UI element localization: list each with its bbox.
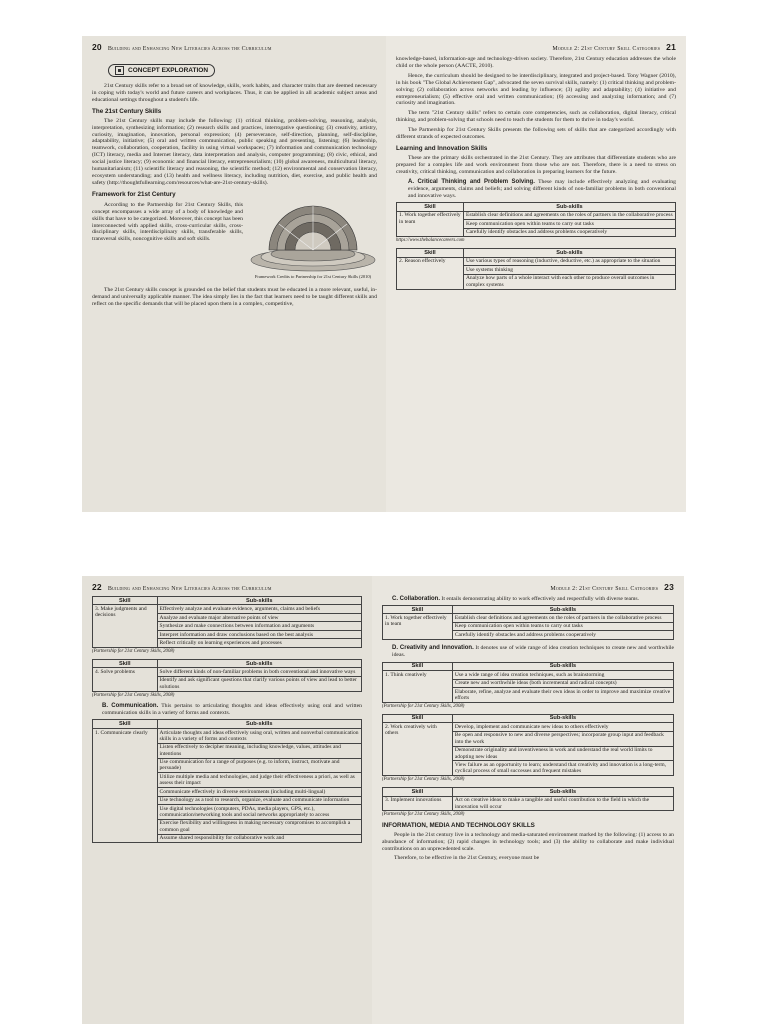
item-a [396,179,676,200]
header-subskills: Sub-skills [452,662,673,670]
header-skill: Skill [93,659,158,667]
skill-cell: 3. Make judgments and decisions [93,605,158,647]
skills-table [382,787,674,811]
header-subskills: Sub-skills [157,659,361,667]
table-source: (Partnership for 21st Century Skills, 2008) [92,648,175,654]
framework-figure [249,202,377,279]
skill-cell: 2. Work creatively with others [383,723,453,776]
skill-cell: 1. Think creatively [383,671,453,703]
subskill-cell: Be open and responsive to new and diverse perspectives; incorporate group input and feedback into the work [452,731,673,746]
skills-table [382,605,674,640]
subskill-cell: Use a wide range of idea creation techniques, such as brainstorming [452,671,673,679]
page-header [92,582,362,592]
framework-block [92,202,377,279]
item-c [382,596,674,603]
header-subskills: Sub-skills [452,788,673,796]
header-subskills: Sub-skills [463,249,675,257]
closing-paragraph: The 21st Century skills concept is grounded on the belief that students must be educated in a more relevant, useful, in-demand and universally applicable manner. The idea simply lies in the fact that learners need to be taught different skills and reflect on the specific demands that will be placed upon them in a complex, competitive, [92,286,377,307]
header-skill: Skill [383,662,453,670]
page-number: 20 [92,42,102,52]
item-label: A. Critical Thinking and Problem Solving. [408,178,535,185]
paragraph: People in the 21st century live in a technology and media-saturated environment marked by the following: (1) access to an abundance of information; (2) rapid changes in technology tools; and (3) the ability to collaborate and make individual contributions on an unprecedented scale. [382,832,674,853]
paragraph: knowledge-based, information-age and technology-driven society. Therefore, 21st Century education addresses the whole child or the whole person (AACTE, 2010). [396,56,676,69]
subskill-cell: Carefully identify obstacles and address problems cooperatively [452,631,673,639]
table-source: https://www.thebalancecareers.com [396,238,465,244]
subskill-cell: Develop, implement and communicate new ideas to others effectively [452,723,673,731]
page-header [396,42,676,52]
paragraph: Hence, the curriculum should be designed to be interdisciplinary, integrated and project-based. Tony Wagner (2010), in his book "The Global Achievement Gap", advocated the seven survival skills, namely: (1) critical thinking and problem-solving; (2) collaboration across networks and leading by influence; (3) agility and adaptability; (4) initiative and entrepreneurialism; (5) effective oral and written communication; (6) accessing and analyzing information; and (7) curiosity and imagination. [396,72,676,107]
header-skill: Skill [397,203,464,211]
header-skill: Skill [383,714,453,722]
subskill-cell: Analyze how parts of a whole interact with each other to produce overall outcomes in complex systems [463,274,675,289]
section-heading: The 21st Century Skills [92,107,162,115]
item-d [382,645,674,659]
subskill-cell: Solve different kinds of non-familiar problems in both conventional and innovative ways [157,668,361,676]
puzzle-icon [115,66,124,75]
subskill-cell: Use communication for a range of purposes (e.g. to inform, instruct, motivate and persuade) [157,758,361,773]
skill-cell: 4. Solve problems [93,668,158,691]
subskill-cell: Utilize multiple media and technologies, and judge their effectiveness a priori, as well as assess their impact [157,773,361,788]
running-title: Building and Enhancing New Literacies Across the Curriculum [107,586,272,592]
skills-table [92,596,362,648]
section-heading: Learning and Innovation Skills [396,144,488,152]
subskill-cell: Keep communication open within teams to carry out tasks [463,220,675,228]
header-subskills: Sub-skills [157,597,361,605]
page-number: 22 [92,582,102,592]
header-subskills: Sub-skills [463,203,675,211]
section-heading: Framework for 21st Century [92,190,176,198]
skills-table [382,662,674,703]
concept-label: CONCEPT EXPLORATION [128,67,209,74]
skill-cell: 3. Implement innovations [383,796,453,811]
item-label: D. Creativity and Innovation. [392,644,474,651]
skills-table [382,714,674,776]
rainbow-diagram [249,202,377,272]
header-subskills: Sub-skills [452,605,673,613]
header-skill: Skill [93,597,158,605]
subskill-cell: Keep communication open within teams to carry out tasks [452,622,673,630]
page-number: 21 [666,42,676,52]
subskill-cell: Reflect critically on learning experiences and processes [157,639,361,647]
subskill-cell: Elaborate, refine, analyze and evaluate their own ideas in order to improve and maximize creative efforts [452,688,673,703]
table-source: (Partnership for 21st Century Skills, 2008) [382,777,465,783]
framework-paragraph: According to the Partnership for 21st Century Skills, this concept encompasses a wide array of a body of knowledge and skills that have to be categorized. Moreover, this concept has been interconnected with applied skills, cross-curricular skills, cross-disciplinary skills, interdisciplinary skills, transferable skills, transversal skills, noncognitive skills and soft skills. [92,201,243,243]
skills-table [92,659,362,692]
item-text: This pertains to articulating thoughts and ideas effectively using oral and written communication skills in a variety of forms and contexts. [102,702,362,716]
subskill-cell: Demonstrate originality and inventiveness in work and understand the real world limits to adopting new ideas [452,746,673,761]
paragraph: These are the primary skills orchestrated in the 21st Century. They are attributes that differentiate students who are prepared for a complex life and work environment from those who are not. Therefore, there is a need to stress on creativity, critical thinking, communication and collaboration in preparing learners for the future. [396,154,676,175]
subskill-cell: Interpret information and draw conclusions based on the best analysis [157,630,361,638]
subskill-cell: Exercise flexibility and willingness in making necessary compromises to accomplish a common goal [157,819,361,834]
item-b [92,703,362,717]
item-text: It denotes use of wide range of idea creation techniques to create new and worthwhile ideas. [392,644,675,658]
item-text: It entails demonstrating ability to work effectively and respectfully with diverse teams. [441,596,640,602]
subskill-cell: Act on creative ideas to make a tangible and useful contribution to the field in which the innovation will occur [452,796,673,811]
header-subskills: Sub-skills [452,714,673,722]
running-title: Building and Enhancing New Literacies Across the Curriculum [107,46,272,52]
skills-paragraph: The 21st Century skills may include the following: (1) critical thinking, problem-solving, reasoning, analysis, interpretation, synthesizing information; (2) research skills and practices, interrogative questioning; (3) creativity, artistry, curiosity, imagination, innovation, personal expression; (4) perseverance, self-direction, planning, self-discipline, adaptability, initiative; (5) oral and written communication, public speaking and presenting, listening; (6) leadership, teamwork, collaboration, cooperation, facility in using virtual workspaces; (7) information and communication technology (ICT) literacy, media and Internet literacy, data interpretation and analysis, computer programming; (8) civic, ethical, and social justice literacy; (9) economic and financial literacy, entrepreneurialism; (10) global awareness, multicultural literacy, humanitarianism; (11) scientific literacy and reasoning, the scientific method; (12) environmental and conservation literacy, ecosystem understanding; and (13) health and wellness literacy, including nutrition, diet, exercise, and public health and safety (http://thoughtfullearning.com/resources/what-are-21st-century-skills). [92,117,377,186]
item-label: B. Communication. [102,702,159,709]
header-skill: Skill [383,788,453,796]
subskill-cell: Articulate thoughts and ideas effectively using oral, written and nonverbal communication skills in a variety of forms and contexts [157,728,361,743]
subskill-cell: Use digital technologies (computers, PDAs, media players, GPS, etc.), communication/networking tools and social networks appropriately to access [157,805,361,820]
subskill-cell: Establish clear definitions and agreements on the roles of partners in the collaborative process [463,211,675,219]
header-skill: Skill [383,605,453,613]
subskill-cell: Identify and ask significant questions that clarify various points of view and lead to better solutions [157,676,361,691]
header-skill: Skill [397,249,464,257]
paragraph: The Partnership for 21st Century Skills presents the following sets of skills that are categorized accordingly with different strands of expected outcomes. [396,127,676,141]
intro-paragraph: 21st Century skills refer to a broad set of knowledge, skills, work habits, and character traits that are deemed necessary in coping with today's world and future careers and workplaces. Thus, it can be applied in all academic subject areas and educational settings throughout a student's life. [92,83,377,103]
subskill-cell: Establish clear definitions and agreements on the roles of partners in the collaborative process [452,614,673,622]
page-header [92,42,377,52]
running-title: Module 2: 21st Century Skill Categories [550,586,659,592]
table-source: (Partnership for 21st Century Skills, 2008) [382,703,465,709]
header-skill: Skill [93,720,158,728]
page-21 [386,36,686,512]
item-label: C. Collaboration. [392,596,440,602]
section-heading: INFORMATION, MEDIA AND TECHNOLOGY SKILLS [382,822,535,830]
subskill-cell: Analyze and evaluate major alternative points of view [157,613,361,621]
page-22 [82,576,372,1024]
paragraph: The term "21st Century skills" refers to certain core competencies, such as collaboration, digital literacy, critical thinking, and problem-solving that schools need to teach the students for them to thrive in today's world. [396,110,676,124]
subskill-cell: Assume shared responsibility for collaborative work and [157,834,361,842]
subskill-cell: Synthesize and make connections between information and arguments [157,622,361,630]
skill-cell: 1. Communicate clearly [93,728,158,842]
running-title: Module 2: 21st Century Skill Categories [552,46,661,52]
page-number: 23 [664,582,674,592]
skill-cell: 1. Work together effectively in team [397,211,464,236]
page-23 [372,576,684,1024]
paragraph: Therefore, to be effective in the 21st Century, everyone must be [394,855,540,862]
header-subskills: Sub-skills [157,720,361,728]
page-20 [82,36,387,512]
subskill-cell: Effectively analyze and evaluate evidence, arguments, claims and beliefs [157,605,361,613]
table-source: (Partnership for 21st Century Skills, 2008) [382,812,465,818]
subskill-cell: Create new and worthwhile ideas (both incremental and radical concepts) [452,679,673,687]
skill-cell: 1. Work together effectively in team [383,614,453,639]
subskill-cell: Listen effectively to decipher meaning, including knowledge, values, attitudes and intentions [157,743,361,758]
subskill-cell: Use various types of reasoning (inductive, deductive, etc.) as appropriate to the situation [463,257,675,265]
concept-exploration-badge [108,64,215,77]
subskill-cell: Communicate effectively in diverse environments (including multi-lingual) [157,788,361,796]
subskill-cell: Carefully identify obstacles and address problems cooperatively [463,228,675,236]
skills-table [92,719,362,843]
subskill-cell: Use systems thinking [463,266,675,274]
skills-table [396,248,676,289]
subskill-cell: View failure as an opportunity to learn; understand that creativity and innovation is a long-term, cyclical process of small successes and frequent mistakes [452,761,673,776]
skills-table [396,202,676,237]
subskill-cell: Use technology as a tool to research, organize, evaluate and communicate information [157,796,361,804]
skill-cell: 2. Reason effectively [397,257,464,289]
table-source: (Partnership for 21st Century Skills, 2008) [92,692,175,698]
figure-caption: Framework Credits to Partnership for 21st Century Skills (2010) [254,273,372,279]
page-header [382,582,674,592]
item-text: These may include effectively analyzing and evaluating evidence, arguments, claims and beliefs; and solving different kinds of non-familiar problems in both conventional and innovative ways. [408,178,676,199]
